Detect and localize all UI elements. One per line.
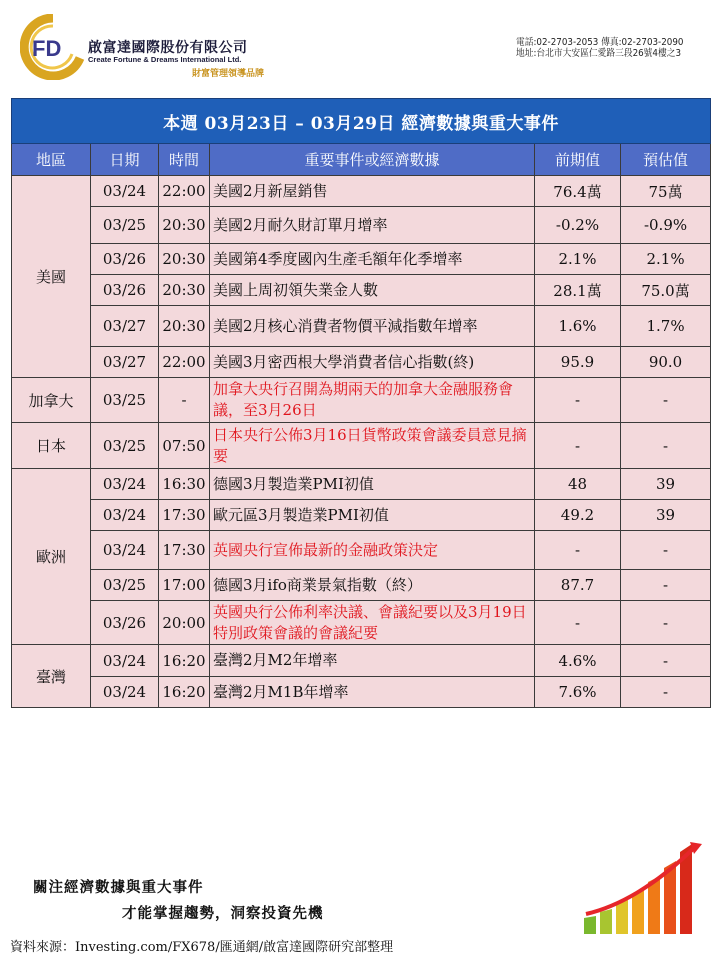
table-row — [12, 423, 711, 469]
region-cell: 歐洲 — [12, 469, 91, 645]
event-cell: 歐元區3月製造業PMI初值 — [210, 500, 535, 531]
time-cell: 20:00 — [159, 601, 210, 645]
date-cell: 03/24 — [91, 645, 159, 677]
region-cell: 臺灣 — [12, 645, 91, 708]
time-cell: 16:20 — [159, 645, 210, 677]
column-header-date: 日期 — [91, 144, 159, 176]
previous-value-cell: - — [535, 423, 621, 469]
date-cell: 03/27 — [91, 347, 159, 378]
date-cell: 03/24 — [91, 500, 159, 531]
date-cell: 03/26 — [91, 601, 159, 645]
event-cell: 美國2月核心消費者物價平減指數年增率 — [210, 306, 535, 347]
table-title-row — [12, 99, 711, 144]
forecast-value-cell: - — [621, 570, 711, 601]
contact-phone-fax: 電話:02-2703-2053 傳真:02-2703-2090 — [515, 37, 684, 48]
events-table-container — [11, 98, 710, 708]
event-cell: 日本央行公佈3月16日貨幣政策會議委員意見摘要 — [210, 423, 535, 469]
forecast-value-cell: - — [621, 677, 711, 708]
table-row — [12, 347, 711, 378]
time-cell: 16:20 — [159, 677, 210, 708]
table-row — [12, 378, 711, 423]
events-table — [11, 98, 711, 708]
time-cell: 20:30 — [159, 306, 210, 347]
column-header-time: 時間 — [159, 144, 210, 176]
previous-value-cell: 28.1萬 — [535, 275, 621, 306]
table-row — [12, 531, 711, 570]
forecast-value-cell: 39 — [621, 500, 711, 531]
forecast-value-cell: - — [621, 601, 711, 645]
previous-value-cell: -0.2% — [535, 207, 621, 244]
contact-info — [516, 37, 698, 59]
forecast-value-cell: 1.7% — [621, 306, 711, 347]
event-cell: 英國央行公佈利率決議、會議紀要以及3月19日特別政策會議的會議紀要 — [210, 601, 535, 645]
event-cell: 臺灣2月M2年增率 — [210, 645, 535, 677]
previous-value-cell: 76.4萬 — [535, 176, 621, 207]
event-cell: 美國第4季度國內生產毛額年化季增率 — [210, 244, 535, 275]
table-row — [12, 645, 711, 677]
date-cell: 03/25 — [91, 423, 159, 469]
previous-value-cell: 49.2 — [535, 500, 621, 531]
time-cell: 22:00 — [159, 176, 210, 207]
date-cell: 03/25 — [91, 207, 159, 244]
event-cell: 美國上周初領失業金人數 — [210, 275, 535, 306]
region-cell: 加拿大 — [12, 378, 91, 423]
previous-value-cell: 87.7 — [535, 570, 621, 601]
table-row — [12, 570, 711, 601]
forecast-value-cell: - — [621, 378, 711, 423]
company-name-cn: 啟富達國際股份有限公司 — [88, 40, 248, 56]
date-cell: 03/25 — [91, 570, 159, 601]
date-cell: 03/24 — [91, 677, 159, 708]
previous-value-cell: 48 — [535, 469, 621, 500]
date-cell: 03/24 — [91, 531, 159, 570]
previous-value-cell: 7.6% — [535, 677, 621, 708]
time-cell: 20:30 — [159, 275, 210, 306]
previous-value-cell: 1.6% — [535, 306, 621, 347]
previous-value-cell: - — [535, 378, 621, 423]
column-header-event: 重要事件或經濟數據 — [210, 144, 535, 176]
previous-value-cell: - — [535, 601, 621, 645]
column-header-forecast: 預估值 — [621, 144, 711, 176]
company-slogan: 財富管理領導品牌 — [192, 69, 265, 79]
time-cell: 17:30 — [159, 500, 210, 531]
table-row — [12, 244, 711, 275]
time-cell: - — [159, 378, 210, 423]
table-row — [12, 500, 711, 531]
table-row — [12, 601, 711, 645]
growth-bar-chart-icon — [578, 838, 714, 938]
date-cell: 03/26 — [91, 244, 159, 275]
time-cell: 20:30 — [159, 207, 210, 244]
event-cell: 英國央行宣佈最新的金融政策決定 — [210, 531, 535, 570]
forecast-value-cell: - — [621, 531, 711, 570]
company-logo-icon — [20, 14, 86, 80]
data-source: 資料來源：Investing.com/FX678/匯通網/啟富達國際研究部整理 — [10, 940, 394, 955]
previous-value-cell: - — [535, 531, 621, 570]
event-cell: 德國3月製造業PMI初值 — [210, 469, 535, 500]
forecast-value-cell: 39 — [621, 469, 711, 500]
forecast-value-cell: 75.0萬 — [621, 275, 711, 306]
time-cell: 07:50 — [159, 423, 210, 469]
event-cell: 德國3月ifo商業景氣指數（終） — [210, 570, 535, 601]
event-cell: 臺灣2月M1B年增率 — [210, 677, 535, 708]
event-cell: 美國2月耐久財訂單月增率 — [210, 207, 535, 244]
date-cell: 03/27 — [91, 306, 159, 347]
date-cell: 03/26 — [91, 275, 159, 306]
event-cell: 加拿大央行召開為期兩天的加拿大金融服務會議，至3月26日 — [210, 378, 535, 423]
page-header — [0, 0, 720, 96]
time-cell: 17:00 — [159, 570, 210, 601]
time-cell: 20:30 — [159, 244, 210, 275]
column-header-region: 地區 — [12, 144, 91, 176]
table-row — [12, 306, 711, 347]
table-row — [12, 207, 711, 244]
table-row — [12, 176, 711, 207]
table-header-row — [12, 144, 711, 176]
footer-note-line1: 關注經濟數據與重大事件 — [33, 879, 204, 896]
table-row — [12, 469, 711, 500]
region-cell: 日本 — [12, 423, 91, 469]
table-row — [12, 275, 711, 306]
table-title: 本週 03月23日 – 03月29日 經濟數據與重大事件 — [12, 99, 711, 144]
previous-value-cell: 2.1% — [535, 244, 621, 275]
footer-note-line2: 才能掌握趨勢，洞察投資先機 — [122, 905, 324, 922]
time-cell: 22:00 — [159, 347, 210, 378]
date-cell: 03/25 — [91, 378, 159, 423]
time-cell: 16:30 — [159, 469, 210, 500]
forecast-value-cell: 90.0 — [621, 347, 711, 378]
date-cell: 03/24 — [91, 176, 159, 207]
table-row — [12, 677, 711, 708]
previous-value-cell: 95.9 — [535, 347, 621, 378]
time-cell: 17:30 — [159, 531, 210, 570]
date-cell: 03/24 — [91, 469, 159, 500]
forecast-value-cell: - — [621, 423, 711, 469]
svg-text:FD: FD — [32, 36, 62, 61]
event-cell: 美國3月密西根大學消費者信心指數(終) — [210, 347, 535, 378]
column-header-previous: 前期值 — [535, 144, 621, 176]
forecast-value-cell: 2.1% — [621, 244, 711, 275]
table-body — [12, 176, 711, 708]
forecast-value-cell: -0.9% — [621, 207, 711, 244]
previous-value-cell: 4.6% — [535, 645, 621, 677]
forecast-value-cell: - — [621, 645, 711, 677]
event-cell: 美國2月新屋銷售 — [210, 176, 535, 207]
company-name-en: Create Fortune & Dreams International Ltd. — [88, 55, 242, 64]
region-cell: 美國 — [12, 176, 91, 378]
forecast-value-cell: 75萬 — [621, 176, 711, 207]
contact-address: 地址:台北市大安區仁愛路三段26號4樓之3 — [515, 48, 682, 59]
